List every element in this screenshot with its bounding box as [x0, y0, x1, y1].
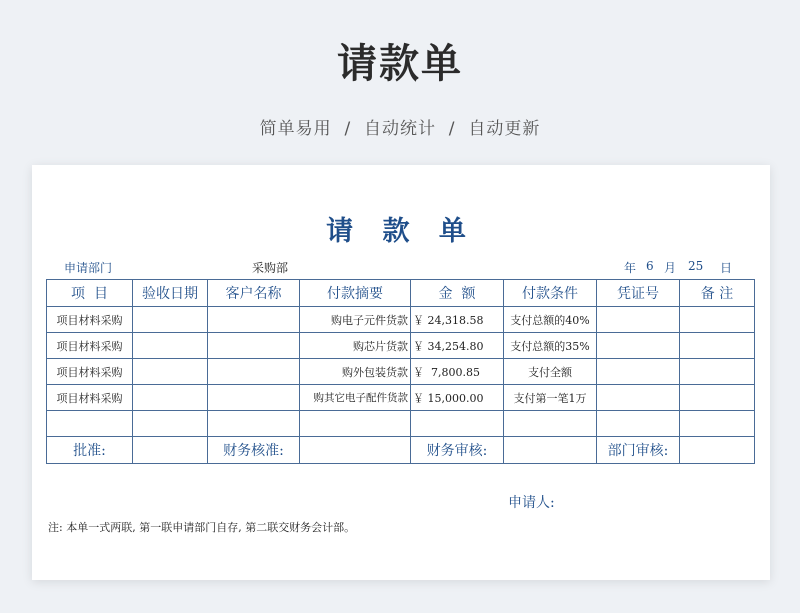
- cell-date[interactable]: [133, 411, 208, 437]
- applicant-label: 申请人:: [508, 495, 555, 511]
- table-row: [47, 359, 755, 385]
- dept-audit-label: 部门审核:: [597, 437, 680, 464]
- dept-audit-field[interactable]: [680, 437, 755, 464]
- approve-field[interactable]: [133, 437, 208, 464]
- date-month-label: 月: [664, 261, 677, 275]
- cell-client[interactable]: [208, 385, 300, 411]
- page-title: 请款单: [337, 41, 463, 87]
- cell-summary[interactable]: 购外包装货款: [300, 359, 411, 385]
- cell-voucher[interactable]: [597, 359, 680, 385]
- cell-item[interactable]: 项目材料采购: [47, 307, 133, 333]
- table-row: [47, 385, 755, 411]
- cell-date[interactable]: [133, 333, 208, 359]
- table-row: [47, 411, 755, 437]
- finance-check-field[interactable]: [300, 437, 411, 464]
- cell-voucher[interactable]: [597, 333, 680, 359]
- col-header-voucher: 凭证号: [597, 280, 680, 307]
- cell-amount[interactable]: ￥ 7,800.85: [411, 359, 504, 385]
- cell-terms[interactable]: [504, 411, 597, 437]
- cell-amount[interactable]: [411, 411, 504, 437]
- date-year-label: 年: [624, 261, 637, 275]
- cell-client[interactable]: [208, 333, 300, 359]
- cell-date[interactable]: [133, 307, 208, 333]
- cell-summary[interactable]: [300, 411, 411, 437]
- request-table: [46, 279, 755, 464]
- col-header-remark: 备 注: [680, 280, 755, 307]
- cell-summary[interactable]: 购其它电子配件货款: [300, 385, 411, 411]
- cell-summary[interactable]: 购芯片货款: [300, 333, 411, 359]
- page-subtitle: 简单易用 / 自动统计 / 自动更新: [259, 119, 541, 139]
- col-header-date: 验收日期: [133, 280, 208, 307]
- cell-client[interactable]: [208, 411, 300, 437]
- cell-terms[interactable]: 支付第一笔1万: [504, 385, 597, 411]
- cell-amount[interactable]: ￥ 34,254.80: [411, 333, 504, 359]
- table-row: [47, 307, 755, 333]
- cell-voucher[interactable]: [597, 411, 680, 437]
- cell-item[interactable]: 项目材料采购: [47, 385, 133, 411]
- cell-voucher[interactable]: [597, 385, 680, 411]
- cell-date[interactable]: [133, 359, 208, 385]
- table-row: [47, 333, 755, 359]
- approve-label: 批准:: [47, 437, 133, 464]
- date-day-label: 日: [720, 261, 733, 275]
- form-title: 请 款 单: [326, 216, 476, 247]
- cell-item[interactable]: 项目材料采购: [47, 333, 133, 359]
- cell-client[interactable]: [208, 307, 300, 333]
- form-note: 注: 本单一式两联, 第一联申请部门自存, 第二联交财务会计部。: [48, 521, 356, 534]
- cell-amount[interactable]: ￥ 24,318.58: [411, 307, 504, 333]
- cell-remark[interactable]: [680, 411, 755, 437]
- dept-value[interactable]: 采购部: [252, 261, 289, 275]
- dept-label: 申请部门: [64, 261, 113, 275]
- cell-item[interactable]: 项目材料采购: [47, 359, 133, 385]
- cell-remark[interactable]: [680, 307, 755, 333]
- signature-row: [47, 437, 755, 464]
- cell-terms[interactable]: 支付全额: [504, 359, 597, 385]
- cell-client[interactable]: [208, 359, 300, 385]
- col-header-client: 客户名称: [208, 280, 300, 307]
- col-header-terms: 付款条件: [504, 280, 597, 307]
- date-day[interactable]: 25: [688, 259, 704, 273]
- finance-audit-field[interactable]: [504, 437, 597, 464]
- form-sheet: [32, 165, 770, 580]
- cell-remark[interactable]: [680, 385, 755, 411]
- cell-item[interactable]: [47, 411, 133, 437]
- cell-terms[interactable]: 支付总额的40%: [504, 307, 597, 333]
- cell-voucher[interactable]: [597, 307, 680, 333]
- col-header-amount: 金 额: [411, 280, 504, 307]
- date-month[interactable]: 6: [646, 259, 654, 273]
- cell-summary[interactable]: 购电子元件货款: [300, 307, 411, 333]
- finance-audit-label: 财务审核:: [411, 437, 504, 464]
- col-header-summary: 付款摘要: [300, 280, 411, 307]
- finance-check-label: 财务核准:: [208, 437, 300, 464]
- cell-remark[interactable]: [680, 359, 755, 385]
- table-header-row: [47, 280, 755, 307]
- cell-terms[interactable]: 支付总额的35%: [504, 333, 597, 359]
- cell-amount[interactable]: ￥ 15,000.00: [411, 385, 504, 411]
- cell-remark[interactable]: [680, 333, 755, 359]
- col-header-item: 项 目: [47, 280, 133, 307]
- cell-date[interactable]: [133, 385, 208, 411]
